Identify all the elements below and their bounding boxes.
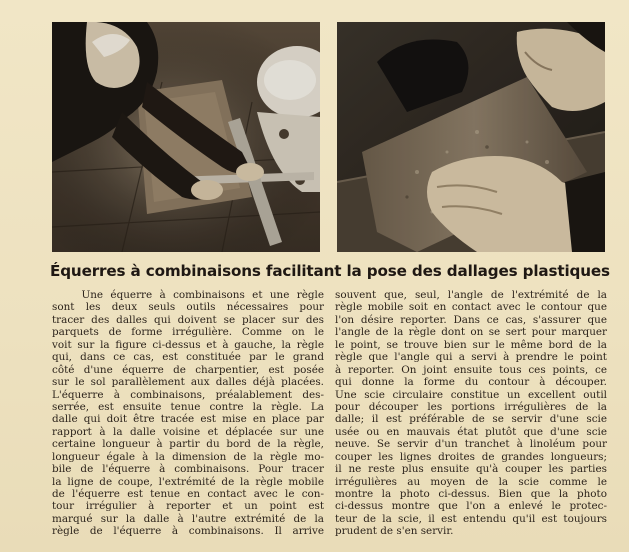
text-line: L'équerre à combinaisons, préalablement des- xyxy=(52,388,324,401)
text-line: longueur égale à la dimension de la règle mo- xyxy=(52,450,324,463)
text-line: bile de l'équerre à combinaisons. Pour tracer xyxy=(52,463,324,476)
text-line: de l'équerre est tenue en contact avec le con- xyxy=(52,488,324,500)
article-column-left xyxy=(52,289,324,538)
text-line: qui, dans ce cas, est constituée par le grand xyxy=(52,351,324,364)
text-line: marqué sur la dalle à l'autre extrémité de la xyxy=(52,512,324,525)
photo-sawing-tile-image xyxy=(337,22,605,252)
text-line: rapport à la dalle voisine et déplacée sur une xyxy=(52,425,324,438)
text-line: pour découper les portions irrégulières de la xyxy=(335,400,607,413)
text-line: parquets de forme irrégulière. Comme on le xyxy=(52,326,324,339)
text-line: dalle qui doit être tracée est mise en place par xyxy=(52,413,324,426)
text-line: neuve. Se servir d'un tranchet à linoléum pour xyxy=(335,438,607,451)
text-line: règle que l'angle qui a servi à prendre le point xyxy=(335,351,607,364)
article-headline: Équerres à combinaisons facilitant la pose des dallages plastiques xyxy=(50,262,610,280)
text-line: Une scie circulaire constitue un excellent outil xyxy=(335,388,607,401)
photo-sawing-tile xyxy=(337,22,605,252)
text-line: teur de la scie, il est entendu qu'il est toujours xyxy=(335,512,607,525)
text-line: sur le sol parallèlement aux dalles déjà placées. xyxy=(52,376,324,389)
text-line: le point, se trouve bien sur le même bord de la xyxy=(335,338,607,351)
text-line: usée ou en mauvais état plutôt que d'une scie xyxy=(335,425,607,438)
text-line: tour irrégulier à reporter et un point est xyxy=(52,500,324,513)
text-line: couper les lignes droites de grandes longueurs; xyxy=(335,450,607,463)
text-line: à reporter. On joint ensuite tous ces points, ce xyxy=(335,363,607,376)
text-line: dalle; il est préférable de se servir d'une scie xyxy=(335,413,607,426)
article-column-right xyxy=(335,289,607,538)
text-line: serrée, est ensuite tenue contre la règle. La xyxy=(52,400,324,413)
text-line: qui donne la forme du contour à découper. xyxy=(335,376,607,389)
text-line: ci-dessus montre que l'on a enlevé le protec- xyxy=(335,500,607,513)
photo-worker-marking-tile-image xyxy=(52,22,320,252)
text-line: règle mobile soit en contact avec le contour que xyxy=(335,301,607,314)
photo-worker-marking-tile xyxy=(52,22,320,252)
text-line: la ligne de coupe, l'extrémité de la règle mobile xyxy=(52,475,324,488)
text-line: prudent de s'en servir. xyxy=(335,525,454,538)
text-line: l'on désire reporter. Dans ce cas, s'assurer que xyxy=(335,313,607,326)
text-line: côté d'une équerre de charpentier, est posée xyxy=(52,363,324,376)
text-line: souvent que, seul, l'angle de l'extrémité de la xyxy=(335,289,607,301)
text-line: Une équerre à combinaisons et une règle xyxy=(52,289,324,301)
text-line: règle de l'équerre à combinaisons. Il arrive xyxy=(52,525,324,538)
text-line: montre la photo ci-dessus. Bien que la photo xyxy=(335,488,607,500)
text-line: certaine longueur à partir du bord de la règle, xyxy=(52,438,324,451)
text-line: sont les deux seuls outils nécessaires pour xyxy=(52,301,324,314)
text-line: irrégulières au moyen de la scie comme le xyxy=(335,475,607,488)
text-line: il ne reste plus ensuite qu'à couper les parties xyxy=(335,463,607,476)
text-line: voit sur la figure ci-dessus et à gauche, la règle xyxy=(52,338,324,351)
text-line: tracer des dalles qui doivent se placer sur des xyxy=(52,313,324,326)
text-line: l'angle de la règle dont on se sert pour marquer xyxy=(335,326,607,339)
